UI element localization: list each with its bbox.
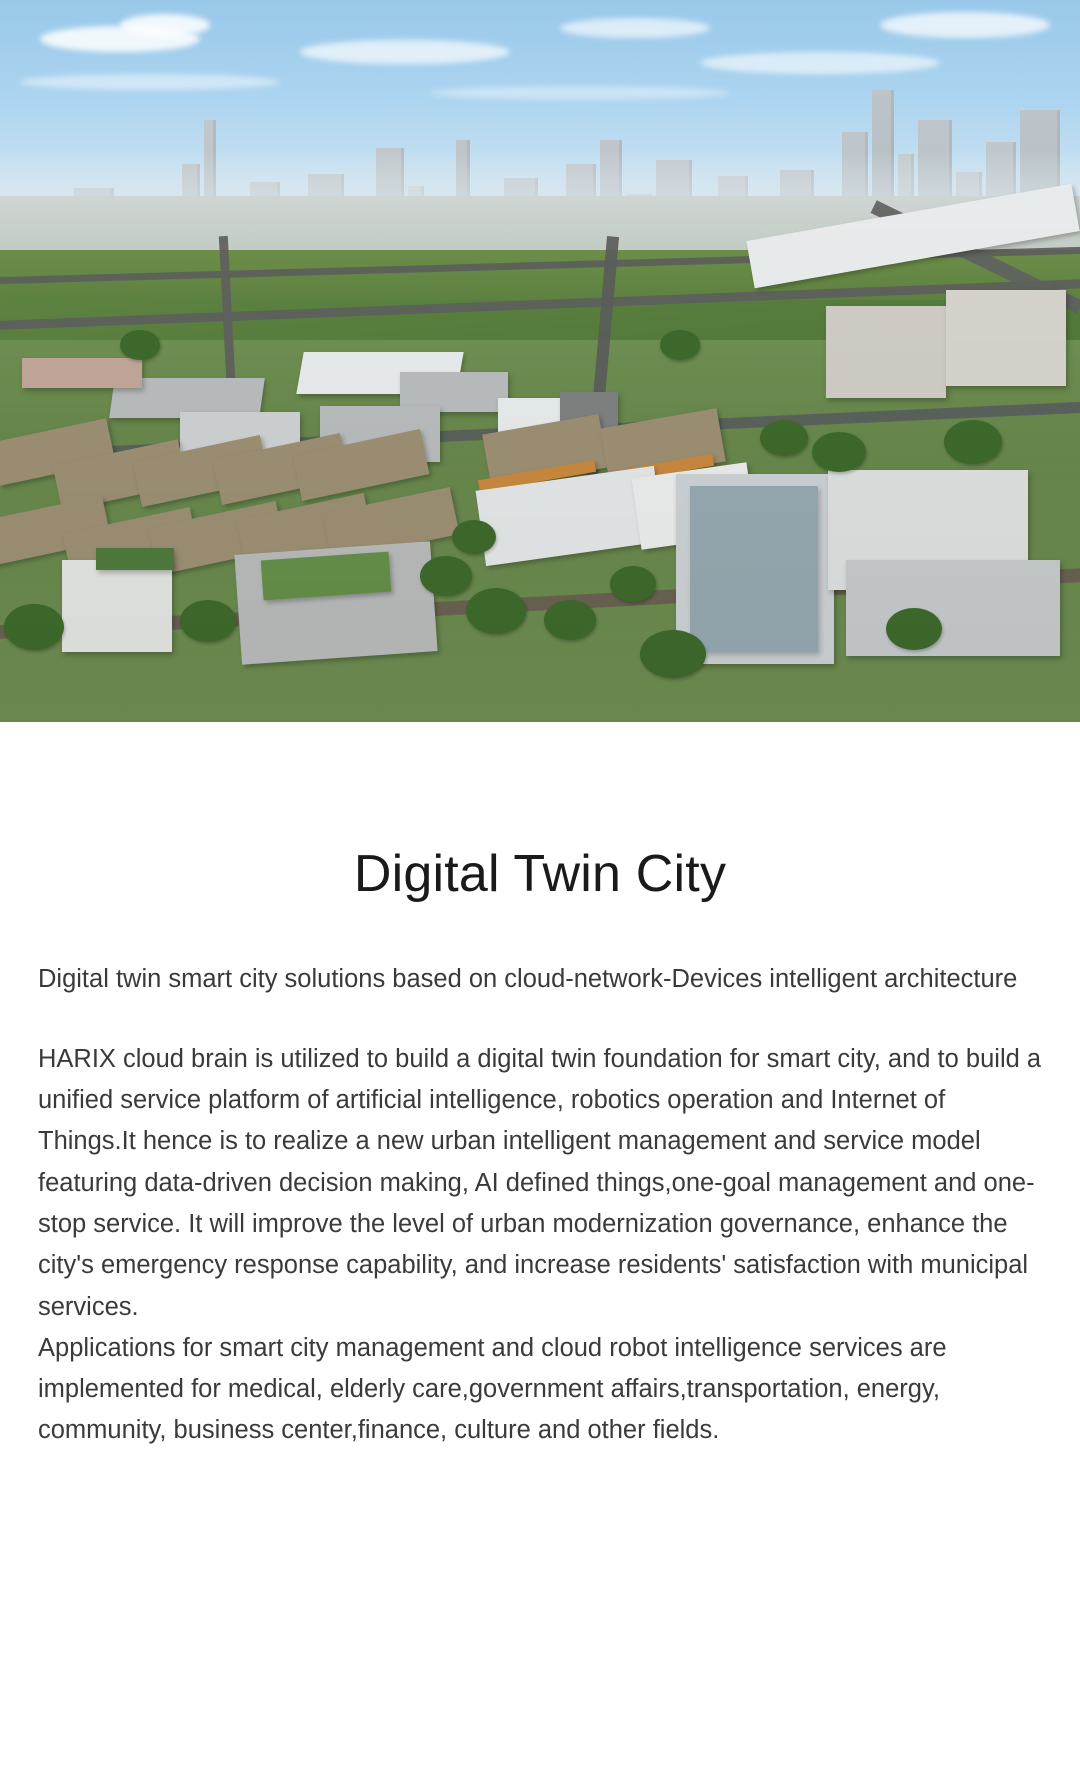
tree <box>812 432 866 472</box>
building-facade <box>690 486 818 652</box>
article-content <box>0 844 1080 1452</box>
building <box>62 560 172 652</box>
tree <box>760 420 808 456</box>
tree <box>640 630 706 678</box>
tree <box>610 566 656 602</box>
article-paragraph-2: Applications for smart city management and cloud robot intelligence services are implemented for medical, elderly care,government affairs,transportation, energy, community, business center,finance, culture and other fields. <box>38 1333 947 1445</box>
tree <box>452 520 496 554</box>
building <box>826 306 946 398</box>
building <box>846 560 1060 656</box>
tree <box>120 330 160 360</box>
building-green-roof <box>96 548 174 570</box>
tree <box>180 600 236 642</box>
tree <box>660 330 700 360</box>
building <box>22 358 142 388</box>
tree <box>886 608 942 650</box>
building <box>946 290 1066 386</box>
tree <box>544 600 596 640</box>
article-paragraph-1: HARIX cloud brain is utilized to build a digital twin foundation for smart city, and to build a unified service platform of artificial intelligence, robotics operation and Internet of Things.It hence is to realize a new urban intelligent management and service model featuring data-driven decision making, AI defined things,one-goal management and one-stop service. It will improve the level of urban modernization governance, enhance the city's emergency response capability, and increase residents' satisfaction with municipal services. <box>38 1044 1042 1321</box>
tree <box>466 588 526 634</box>
tree <box>944 420 1002 464</box>
hero-image <box>0 0 1080 722</box>
tree <box>4 604 64 650</box>
tree <box>420 556 472 596</box>
page-title: Digital Twin City <box>353 845 727 903</box>
article-lead: Digital twin smart city solutions based on cloud-network-Devices intelligent architecture <box>38 965 1018 993</box>
